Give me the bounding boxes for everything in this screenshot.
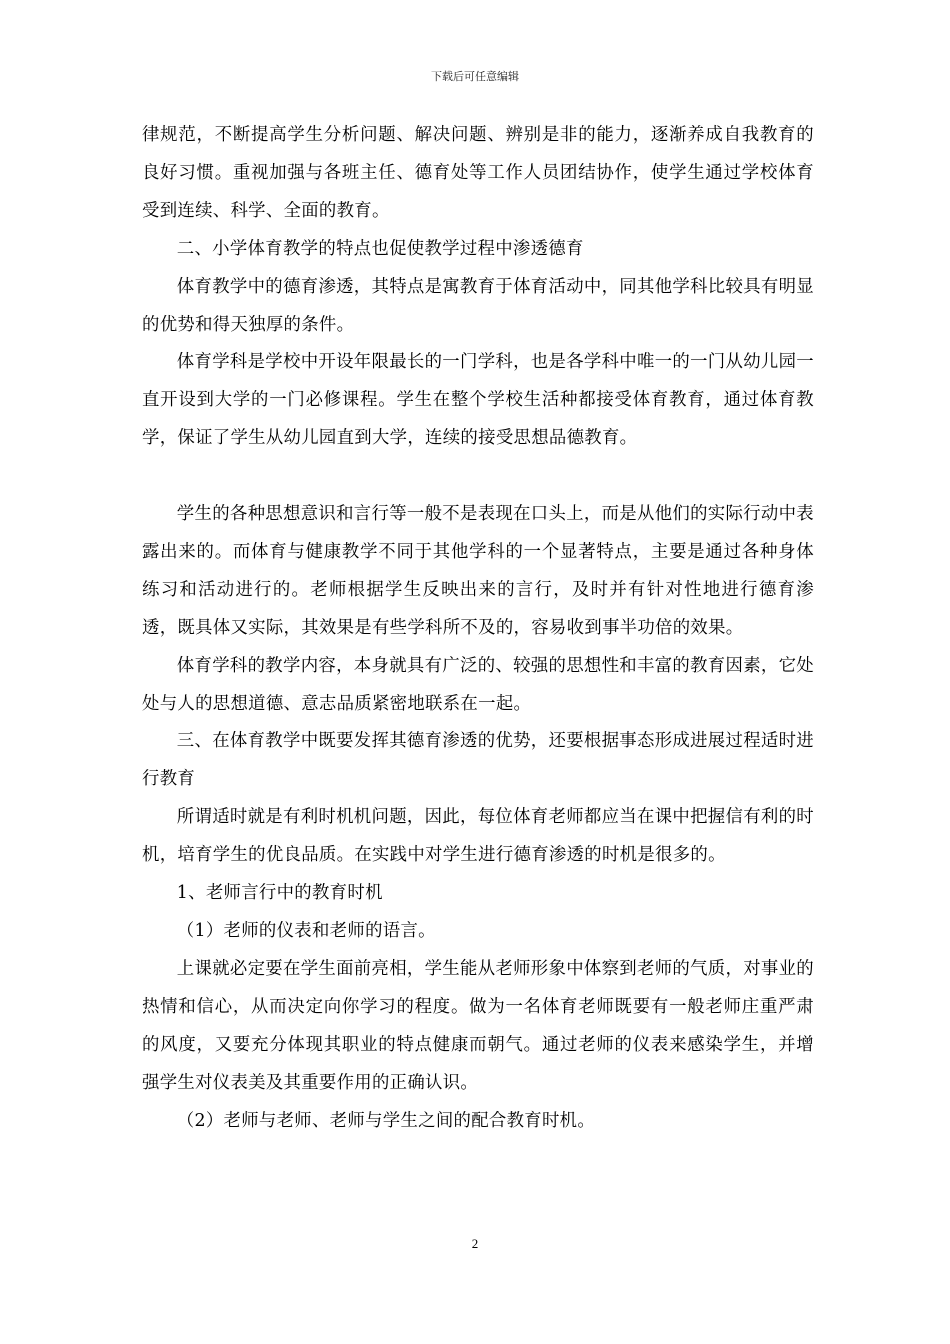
subsection-heading: 1、老师言行中的教育时机 bbox=[176, 883, 383, 904]
paragraph: 所谓适时就是有利时机机问题，因此，每位体育老师都应当在课中把握信有利的时机，培育学生的优良品质。在实践中对学生进行德育渗透的时机是很多的。 bbox=[142, 807, 814, 866]
subsection-heading: （1）老师的仪表和老师的语言。 bbox=[176, 921, 436, 942]
paragraph: 体育学科的教学内容，本身就具有广泛的、较强的思想性和丰富的教育因素，它处处与人的思想道德、意志品质紧密地联系在一起。 bbox=[142, 655, 814, 714]
document-body bbox=[142, 117, 814, 1140]
paragraph: 体育教学中的德育渗透，其特点是寓教育于体育活动中，同其他学科比较具有明显的优势和得天独厚的条件。 bbox=[142, 276, 814, 335]
page-number: 2 bbox=[471, 1236, 479, 1251]
paragraph-spacer bbox=[142, 458, 814, 496]
paragraph: 体育学科是学校中开设年限最长的一门学科，也是各学科中唯一的一门从幼儿园一直开设到大学的一门必修课程。学生在整个学校生活种都接受体育教育，通过体育教学，保证了学生从幼儿园直到大学，连续的接受思想品德教育。 bbox=[142, 352, 814, 449]
paragraph: 学生的各种思想意识和言行等一般不是表现在口头上，而是从他们的实际行动中表露出来的。而体育与健康教学不同于其他学科的一个显著特点，主要是通过各种身体练习和活动进行的。老师根据学生反映出来的言行，及时并有针对性地进行德育渗透，既具体又实际，其效果是有些学科所不及的，容易收到事半功倍的效果。 bbox=[142, 504, 814, 638]
section-heading: 二、小学体育教学的特点也促使教学过程中渗透德育 bbox=[176, 238, 584, 259]
page-header: 下载后可任意编辑 bbox=[431, 70, 519, 83]
subsection-heading: （2）老师与老师、老师与学生之间的配合教育时机。 bbox=[176, 1110, 596, 1131]
section-heading: 三、在体育教学中既要发挥其德育渗透的优势，还要根据事态形成进展过程适时进行教育 bbox=[142, 731, 814, 790]
paragraph: 律规范，不断提高学生分析问题、解决问题、辨别是非的能力，逐渐养成自我教育的良好习惯。重视加强与各班主任、德育处等工作人员团结协作，使学生通过学校体育受到连续、科学、全面的教育。 bbox=[142, 125, 814, 221]
paragraph: 上课就必定要在学生面前亮相，学生能从老师形象中体察到老师的气质，对事业的热情和信心，从而决定向你学习的程度。做为一名体育老师既要有一般老师庄重严肃的风度，又要充分体现其职业的特点健康而朝气。通过老师的仪表来感染学生，并增强学生对仪表美及其重要作用的正确认识。 bbox=[142, 958, 814, 1093]
